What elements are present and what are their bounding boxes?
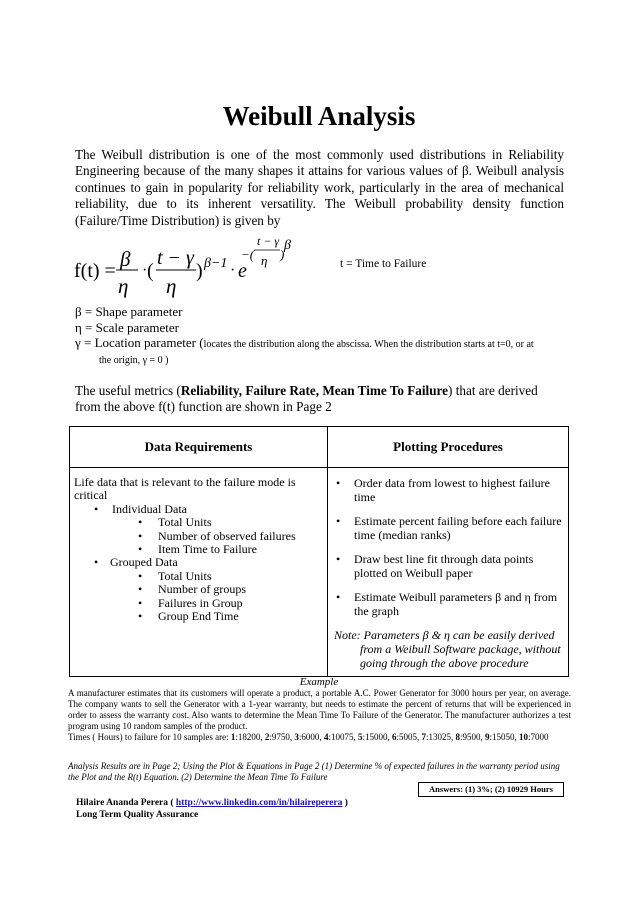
sample-times xyxy=(68,732,571,743)
sample-entry xyxy=(392,732,422,742)
sample-entry xyxy=(294,732,324,742)
gamma-label: γ = Location parameter ( xyxy=(75,335,204,350)
answers-box: Answers: (1) 3%; (2) 10929 Hours xyxy=(418,782,564,797)
sample-entry xyxy=(358,732,392,742)
sample-entry xyxy=(265,732,295,742)
sample-time: :9500, xyxy=(460,732,486,742)
sample-index: 2 xyxy=(264,732,270,742)
example-text xyxy=(68,688,571,743)
analysis-note: Analysis Results are in Page 2; Using the Plot & Equations in Page 2 (1) Determine % of expected failures in the warranty period using the Plot and the R(t) Equation. (2) Determine the Mean Time To Failure xyxy=(68,761,560,782)
procedure-step: • Draw best line fit through data points plotted on Weibull paper xyxy=(334,552,564,580)
sample-entry xyxy=(421,732,455,742)
sample-index: 3 xyxy=(294,732,299,742)
individual-sublist xyxy=(74,516,323,556)
procedure-step: • Estimate percent failing before each failure time (median ranks) xyxy=(334,514,564,542)
data-requirements-header: Data Requirements xyxy=(70,427,328,468)
example-description: A manufacturer estimates that its customers will operate a product, a portable A.C. Power Generator for 3000 hours per year, on average. The company wants to sell the Generator with a 1-year warranty, but needs to estimate the percent of returns that will be experienced in order to assess the warranty cost. Also wants to determine the Mean Time To Failure of the Generator. The manufacturer authorizes a test program using 10 random samples of the product. xyxy=(68,688,571,731)
sample-entry xyxy=(324,732,358,742)
grouped-sublist xyxy=(74,570,323,624)
requirements-table xyxy=(69,426,569,677)
author-name: Hilaire Ananda Perera ( xyxy=(76,798,176,808)
page-title: Weibull Analysis xyxy=(222,101,416,131)
eta-definition: η = Scale parameter xyxy=(75,319,179,335)
sample-time: :18200, xyxy=(235,732,265,742)
sample-entry xyxy=(485,732,519,742)
sample-index: 1 xyxy=(230,732,236,742)
formula-t-minus-gamma: t − γ xyxy=(157,247,194,269)
grouped-data-item: • Grouped Data xyxy=(74,556,323,569)
formula-exp-beta: β xyxy=(284,238,291,253)
author-name-close: ) xyxy=(342,798,348,808)
sample-entry xyxy=(456,732,486,742)
author-title: Long Term Quality Assurance xyxy=(76,810,199,820)
sample-entry xyxy=(519,732,549,742)
formula-open: ( xyxy=(147,260,154,282)
sample-time: :7000 xyxy=(528,732,549,742)
weibull-pdf-formula xyxy=(68,232,588,300)
formula-exponent: β−1 xyxy=(204,256,228,271)
procedure-step: • Estimate Weibull parameters β and η from the graph xyxy=(334,590,564,618)
list-item: • Number of observed failures xyxy=(74,530,323,543)
author-footer xyxy=(76,797,348,821)
note-line-1: Note: Parameters β & η can be easily derived xyxy=(334,628,555,642)
formula-e: e xyxy=(238,260,247,282)
formula-dot-2: · xyxy=(230,262,236,279)
sample-time: :15050, xyxy=(489,732,520,742)
plotting-procedures-cell xyxy=(328,468,569,677)
sample-index: 10 xyxy=(519,732,529,742)
note-line-3: going through the above procedure xyxy=(360,656,529,670)
sample-index: 8 xyxy=(455,732,460,742)
sample-index: 9 xyxy=(485,732,490,742)
gamma-definition xyxy=(75,335,575,353)
individual-list xyxy=(74,503,323,516)
procedure-step: • Order data from lowest to highest failure time xyxy=(334,476,564,504)
linkedin-link[interactable]: http://www.linkedin.com/in/hilaireperera xyxy=(175,798,343,808)
plotting-procedures-header: Plotting Procedures xyxy=(328,427,569,468)
formula-note: t = Time to Failure xyxy=(340,258,427,270)
formula-exp-t-gamma: t − γ xyxy=(257,234,280,248)
metrics-post: ) that are derived from the above f(t) function are shown in Page 2 xyxy=(75,383,538,415)
metrics-bold: Reliability, Failure Rate, Mean Time To Failure xyxy=(180,383,449,398)
formula-beta: β xyxy=(120,247,131,271)
sample-index: 6 xyxy=(391,732,397,742)
sample-time: :10075, xyxy=(328,732,358,742)
formula-close: ) xyxy=(196,260,203,282)
sample-index: 7 xyxy=(421,732,426,742)
sample-entry xyxy=(231,732,265,742)
list-item: • Group End Time xyxy=(74,610,323,623)
formula-lhs: f(t) = xyxy=(74,260,116,282)
sample-time: :6000, xyxy=(298,732,324,742)
individual-data-item: • Individual Data xyxy=(74,503,323,516)
list-item: • Failures in Group xyxy=(74,597,323,610)
sample-time: :15000, xyxy=(362,732,392,742)
note-line-2: from a Weibull Software package, without xyxy=(360,642,561,656)
formula-exp-eta: η xyxy=(261,253,268,268)
parameters-note xyxy=(334,628,564,670)
procedure-list xyxy=(334,476,564,618)
sample-index: 4 xyxy=(323,732,329,742)
formula-eta-2: η xyxy=(166,274,177,298)
list-item: • Number of groups xyxy=(74,583,323,596)
formula-eta-1: η xyxy=(118,274,129,298)
list-item: • Item Time to Failure xyxy=(74,543,323,556)
example-heading: Example xyxy=(299,676,339,688)
sample-time: :13025, xyxy=(425,732,456,742)
metrics-pre: The useful metrics ( xyxy=(75,383,181,398)
formula-exp-close: ) xyxy=(280,247,285,262)
data-requirements-cell xyxy=(70,468,328,677)
beta-definition: β = Shape parameter xyxy=(75,304,183,319)
intro-paragraph: The Weibull distribution is one of the most commonly used distributions in Reliability Engineering because of the many shapes it attains for various values of β. Weibull analysis continues to gain in popularity for reliability work, particularly in the area of mechanical reliability, due to its inherent versatility. The Weibull probability density function (Failure/Time Distribution) is given by xyxy=(75,147,564,228)
parameter-definitions xyxy=(75,304,575,368)
list-item: • Total Units xyxy=(74,516,323,529)
gamma-note: locates the distribution along the abscissa. When the distribution starts at t=0, or at xyxy=(203,339,534,350)
left-intro: Life data that is relevant to the failure mode is critical xyxy=(74,475,296,503)
sample-index: 5 xyxy=(357,732,363,742)
sample-time: :9750, xyxy=(269,732,295,742)
formula-dot-1: · xyxy=(142,262,148,279)
sample-time: :5005, xyxy=(396,732,422,742)
metrics-paragraph xyxy=(75,383,565,416)
grouped-list xyxy=(74,556,323,569)
times-label: Times ( Hours) to failure for 10 samples are: xyxy=(68,732,231,742)
samples-list xyxy=(231,732,549,742)
formula-neg-exp: −( xyxy=(241,247,255,262)
list-item: • Total Units xyxy=(74,570,323,583)
gamma-note-2: the origin, γ = 0 ) xyxy=(99,354,169,366)
